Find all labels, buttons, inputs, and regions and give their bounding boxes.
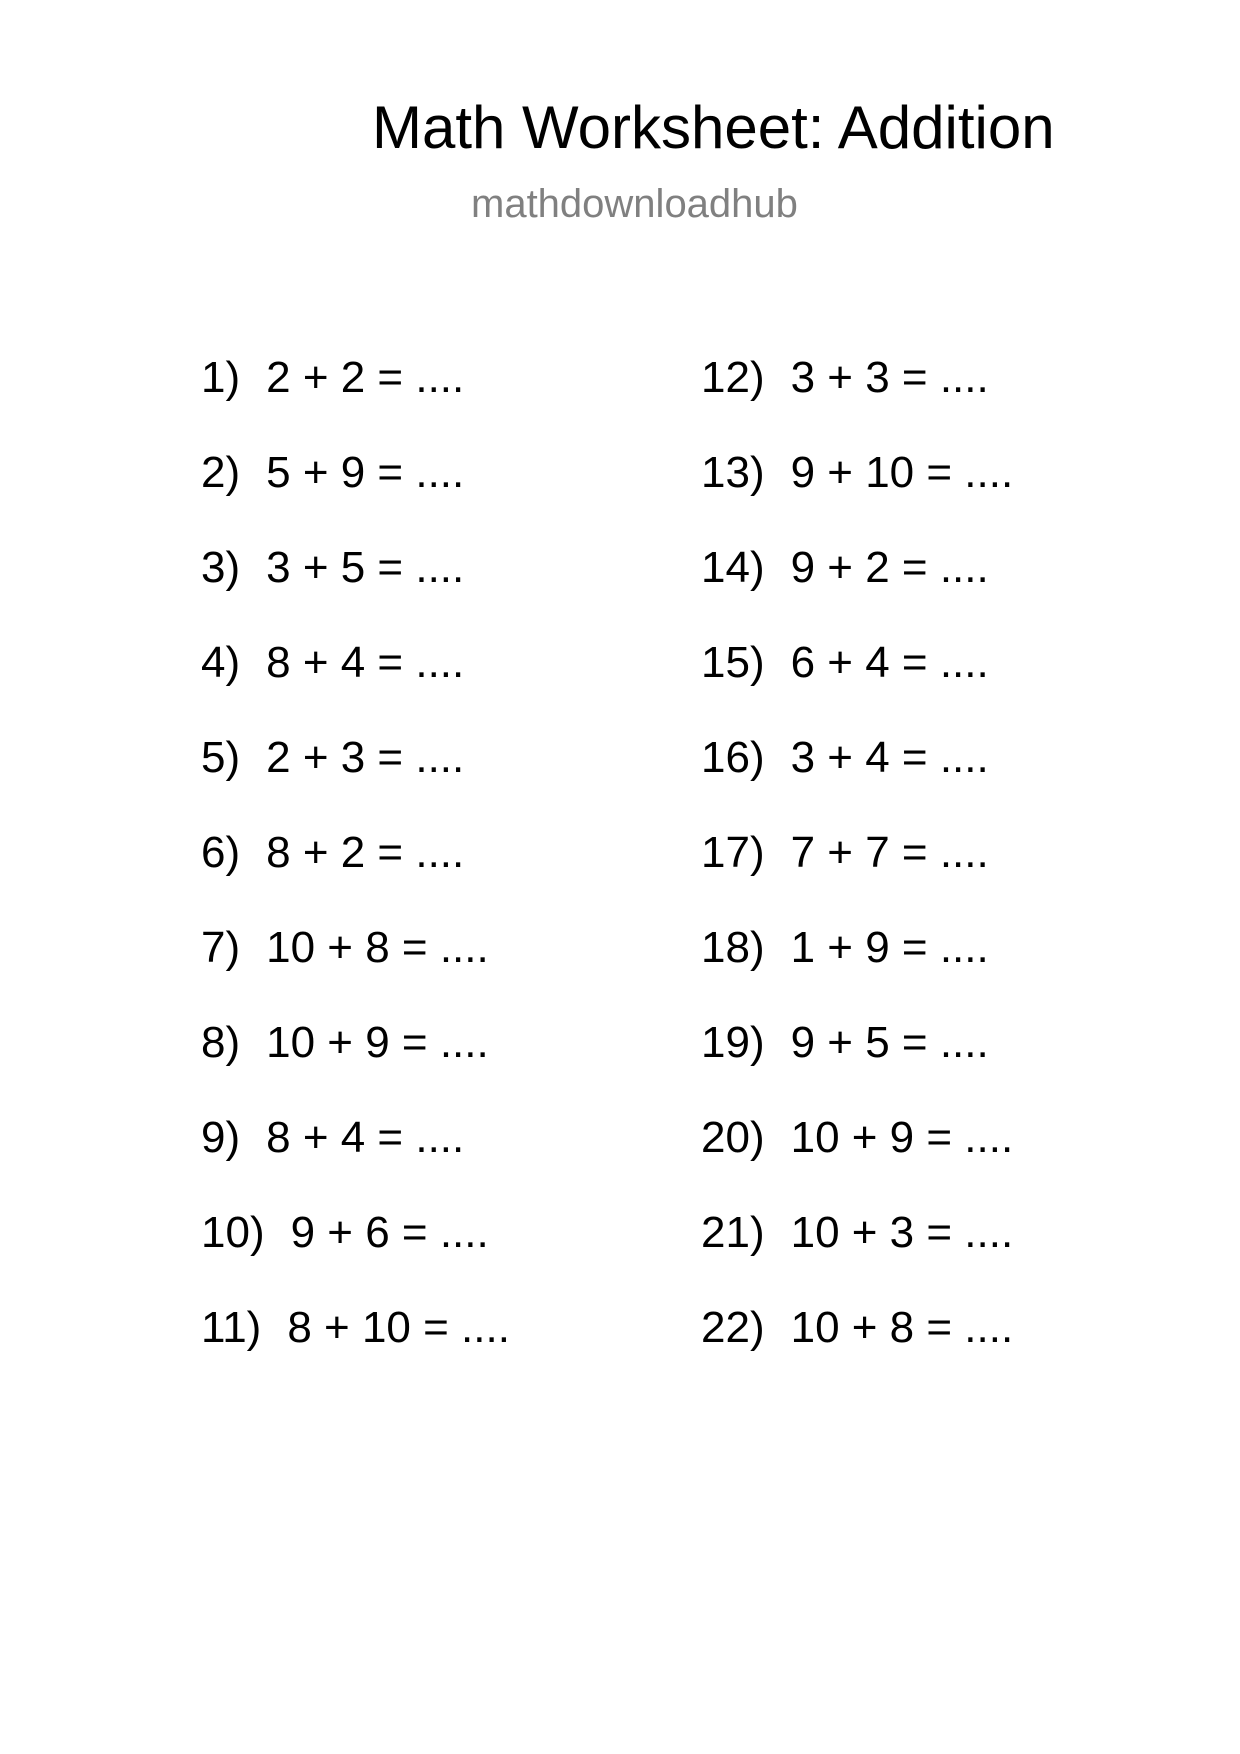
problem-number: 15)	[701, 638, 765, 687]
problem-column-right	[701, 350, 1013, 1395]
problem-number: 3)	[201, 543, 241, 592]
problem-item	[701, 1110, 1013, 1205]
problem-number: 1)	[201, 353, 241, 402]
problem-expression: 8 + 4 = ....	[266, 1113, 465, 1162]
problem-item	[701, 1300, 1013, 1395]
problem-expression: 5 + 9 = ....	[266, 448, 465, 497]
problem-number: 6)	[201, 828, 241, 877]
page-subtitle: mathdownloadhub	[471, 182, 798, 226]
problem-number: 22)	[701, 1303, 765, 1352]
problem-item	[201, 1300, 510, 1395]
problem-number: 4)	[201, 638, 241, 687]
problem-number: 12)	[701, 353, 765, 402]
problem-item	[201, 540, 510, 635]
problem-item	[701, 445, 1013, 540]
problem-item	[201, 1110, 510, 1205]
page-title: Math Worksheet: Addition	[372, 94, 1055, 161]
problem-number: 11)	[201, 1303, 262, 1352]
problem-item	[701, 1205, 1013, 1300]
problem-expression: 9 + 6 = ....	[290, 1208, 489, 1257]
problem-expression: 3 + 5 = ....	[266, 543, 465, 592]
problem-number: 2)	[201, 448, 241, 497]
problem-expression: 10 + 9 = ....	[266, 1018, 489, 1067]
problem-expression: 9 + 5 = ....	[790, 1018, 989, 1067]
problem-number: 7)	[201, 923, 241, 972]
problem-number: 9)	[201, 1113, 241, 1162]
problem-item	[701, 635, 1013, 730]
problem-number: 14)	[701, 543, 765, 592]
problem-expression: 3 + 4 = ....	[790, 733, 989, 782]
problem-item	[701, 350, 1013, 445]
problem-number: 8)	[201, 1018, 241, 1067]
problem-number: 5)	[201, 733, 241, 782]
problem-expression: 3 + 3 = ....	[790, 353, 989, 402]
problem-expression: 10 + 8 = ....	[790, 1303, 1014, 1352]
problem-expression: 8 + 4 = ....	[266, 638, 465, 687]
problem-expression: 8 + 2 = ....	[266, 828, 465, 877]
problem-expression: 2 + 3 = ....	[266, 733, 465, 782]
problem-expression: 10 + 3 = ....	[790, 1208, 1014, 1257]
problem-expression: 6 + 4 = ....	[790, 638, 989, 687]
problem-expression: 1 + 9 = ....	[790, 923, 989, 972]
problem-item	[701, 825, 1013, 920]
problem-item	[701, 540, 1013, 635]
problem-item	[201, 1205, 510, 1300]
problem-number: 18)	[701, 923, 765, 972]
problem-item	[201, 730, 510, 825]
problem-expression: 9 + 2 = ....	[790, 543, 989, 592]
problem-number: 13)	[701, 448, 765, 497]
problem-item	[201, 920, 510, 1015]
problem-expression: 2 + 2 = ....	[266, 353, 465, 402]
problem-expression: 7 + 7 = ....	[790, 828, 989, 877]
problem-number: 16)	[701, 733, 765, 782]
problem-item	[701, 920, 1013, 1015]
problem-item	[201, 635, 510, 730]
problem-item	[701, 730, 1013, 825]
problem-item	[701, 1015, 1013, 1110]
problem-number: 10)	[201, 1208, 265, 1257]
problem-number: 19)	[701, 1018, 765, 1067]
problem-item	[201, 825, 510, 920]
problem-expression: 9 + 10 = ....	[790, 448, 1014, 497]
problem-item	[201, 1015, 510, 1110]
problem-column-left	[201, 350, 510, 1395]
problem-number: 17)	[701, 828, 765, 877]
problem-item	[201, 445, 510, 540]
problem-expression: 10 + 9 = ....	[790, 1113, 1014, 1162]
problem-expression: 8 + 10 = ....	[287, 1303, 510, 1352]
problem-number: 20)	[701, 1113, 765, 1162]
problem-item	[201, 350, 510, 445]
problem-number: 21)	[701, 1208, 765, 1257]
problem-expression: 10 + 8 = ....	[266, 923, 489, 972]
